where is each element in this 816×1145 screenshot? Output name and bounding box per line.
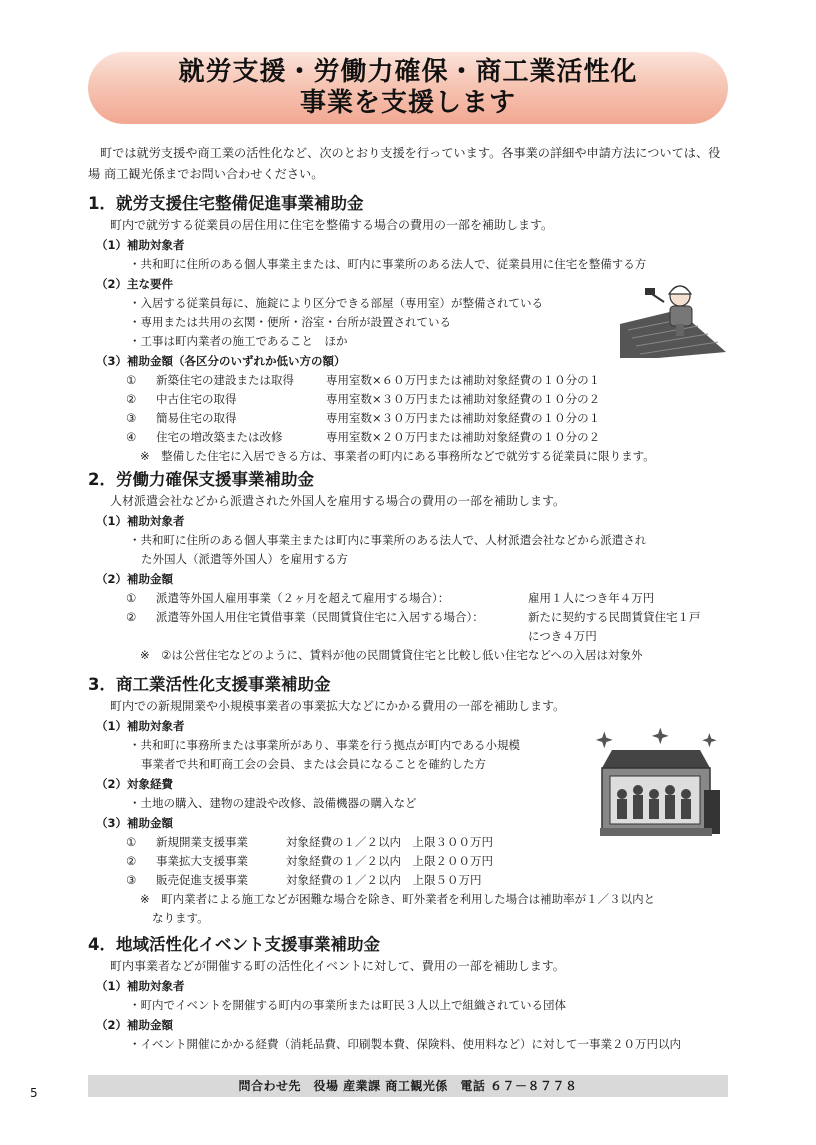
section-1-sub2-bullet-2: ・専用または共用の玄関・便所・浴室・台所が設置されている <box>129 315 451 329</box>
section-4-sub1-bullet: ・町内でイベントを開催する町内の事業所または町民３人以上で組織されている団体 <box>129 998 566 1012</box>
row-name: 販売促進支援事業 <box>156 873 248 887</box>
section-4-title: 4．地域活性化イベント支援事業補助金 <box>88 935 380 954</box>
section-1-sub2-bullet-1: ・入居する従業員毎に、施錠により区分できる部屋（専用室）が整備されている <box>129 296 543 310</box>
page-title-line1: 就労支援・労働力確保・商工業活性化 <box>178 57 638 87</box>
row-number: ③ <box>126 873 137 887</box>
section-3-sub1-bullet-cont: 事業者で共和町商工会の会員、または会員になることを確約した方 <box>141 757 486 771</box>
contact-footer: 問合わせ先 役場 産業課 商工観光係 電話 ６７－８７７８ <box>88 1075 728 1097</box>
section-1-sub2-bullet-3: ・工事は町内業者の施工であること ほか <box>129 334 348 348</box>
section-2-title: 2．労働力確保支援事業補助金 <box>88 470 314 489</box>
section-1-row <box>88 428 738 447</box>
row-number: ① <box>126 835 137 849</box>
section-4 <box>88 934 738 1054</box>
row-name: 中古住宅の取得 <box>156 392 237 406</box>
intro-paragraph: 町では就労支援や商工業の活性化など、次のとおり支援を行っています。各事業の詳細や申請方法については、役場 商工観光係までお問い合わせください。 <box>88 146 721 181</box>
row-value: 専用室数×２０万円または補助対象経費の１０分の２ <box>326 430 601 444</box>
crowded-shop-illustration <box>592 728 728 840</box>
section-2-row <box>88 608 738 627</box>
row-name: 派遣等外国人雇用事業（２ヶ月を超えて雇用する場合）： <box>156 591 450 605</box>
row-value: 対象経費の１／２以内 上限３００万円 <box>286 835 493 849</box>
section-1-row <box>88 390 738 409</box>
section-1-row <box>88 409 738 428</box>
row-number: ② <box>126 392 137 406</box>
roof-worker-illustration <box>618 280 728 358</box>
section-3-sub1: （1）補助対象者 <box>96 719 185 733</box>
section-3-row <box>88 852 738 871</box>
row-value: 専用室数×３０万円または補助対象経費の１０分の１ <box>326 411 601 425</box>
row-name: 簡易住宅の取得 <box>156 411 237 425</box>
section-4-sub2: （2）補助金額 <box>96 1018 174 1032</box>
section-1-sub1-bullet: ・共和町に住所のある個人事業主または、町内に事業所のある法人で、従業員用に住宅を整備する方 <box>129 257 647 271</box>
section-3-row <box>88 871 738 890</box>
row-number: ① <box>126 373 137 387</box>
row-name: 新規開業支援事業 <box>156 835 248 849</box>
section-2-sub1-bullet-cont: た外国人（派遣等外国人）を雇用する方 <box>141 552 348 566</box>
row-number: ③ <box>126 411 137 425</box>
page-title-line2: 事業を支援します <box>299 88 516 118</box>
row-name: 住宅の増改築または改修 <box>156 430 283 444</box>
section-1-title: 1．就労支援住宅整備促進事業補助金 <box>88 194 364 213</box>
row-name: 新築住宅の建設または取得 <box>156 373 294 387</box>
section-2-note: ※ ②は公営住宅などのように、賃料が他の民間賃貸住宅と比較し低い住宅などへの入居は対象外 <box>140 648 643 662</box>
section-3-sub2: （2）対象経費 <box>96 777 174 791</box>
section-3-sub3: （3）補助金額 <box>96 816 174 830</box>
section-2-desc: 人材派遣会社などから派遣された外国人を雇用する場合の費用の一部を補助します。 <box>110 494 566 508</box>
section-3-note-cont: なります。 <box>152 911 209 925</box>
row-value: 対象経費の１／２以内 上限５０万円 <box>286 873 482 887</box>
section-4-desc: 町内事業者などが開催する町の活性化イベントに対して、費用の一部を補助します。 <box>110 959 565 973</box>
row-value: 対象経費の１／２以内 上限２００万円 <box>286 854 493 868</box>
section-2-row <box>88 589 738 608</box>
section-1-sub3: （3）補助金額（各区分のいずれか低い方の額） <box>96 354 346 368</box>
section-2-sub1-bullet: ・共和町に住所のある個人事業主または町内に事業所のある法人で、人材派遣会社などから派遣され <box>129 533 647 547</box>
row-number: ② <box>126 610 137 624</box>
row-value-cont: につき４万円 <box>528 629 597 643</box>
row-value: 雇用１人につき年４万円 <box>528 591 655 605</box>
section-2-row-cont <box>88 627 738 646</box>
section-1-row <box>88 371 738 390</box>
row-name: 派遣等外国人用住宅賃借事業（民間賃貸住宅に入居する場合）： <box>156 610 484 624</box>
row-value: 専用室数×６０万円または補助対象経費の１０分の１ <box>326 373 601 387</box>
section-4-sub2-bullet: ・イベント開催にかかる経費（消耗品費、印刷製本費、保険料、使用料など）に対して一事業２０万円以内 <box>129 1037 681 1051</box>
page-number: 5 <box>30 1086 38 1100</box>
row-number: ① <box>126 591 137 605</box>
section-3-note: ※ 町内業者による施工などが困難な場合を除き、町外業者を利用した場合は補助率が１／３以内と <box>140 892 656 906</box>
row-value: 新たに契約する民間賃貸住宅１戸 <box>528 610 701 624</box>
row-number: ② <box>126 854 137 868</box>
section-1-note: ※ 整備した住宅に入居できる方は、事業者の町内にある事務所などで就労する従業員に限ります。 <box>140 449 655 463</box>
section-3-sub2-bullet: ・土地の購入、建物の建設や改修、設備機器の購入など <box>129 796 417 810</box>
section-2-sub2: （2）補助金額 <box>96 572 174 586</box>
title-banner <box>88 52 728 124</box>
section-4-sub1: （1）補助対象者 <box>96 979 185 993</box>
row-number: ④ <box>126 430 137 444</box>
section-2-sub1: （1）補助対象者 <box>96 514 185 528</box>
row-value: 専用室数×３０万円または補助対象経費の１０分の２ <box>326 392 601 406</box>
section-3-title: 3．商工業活性化支援事業補助金 <box>88 675 331 694</box>
section-1-desc: 町内で就労する従業員の居住用に住宅を整備する場合の費用の一部を補助します。 <box>110 218 554 232</box>
section-3-desc: 町内での新規開業や小規模事業者の事業拡大などにかかる費用の一部を補助します。 <box>110 699 566 713</box>
section-2 <box>88 469 738 665</box>
row-name: 事業拡大支援事業 <box>156 854 248 868</box>
section-3-sub1-bullet: ・共和町に事務所または事業所があり、事業を行う拠点が町内である小規模 <box>129 738 520 752</box>
section-1-sub2: （2）主な要件 <box>96 277 174 291</box>
section-1-sub1: （1）補助対象者 <box>96 238 185 252</box>
